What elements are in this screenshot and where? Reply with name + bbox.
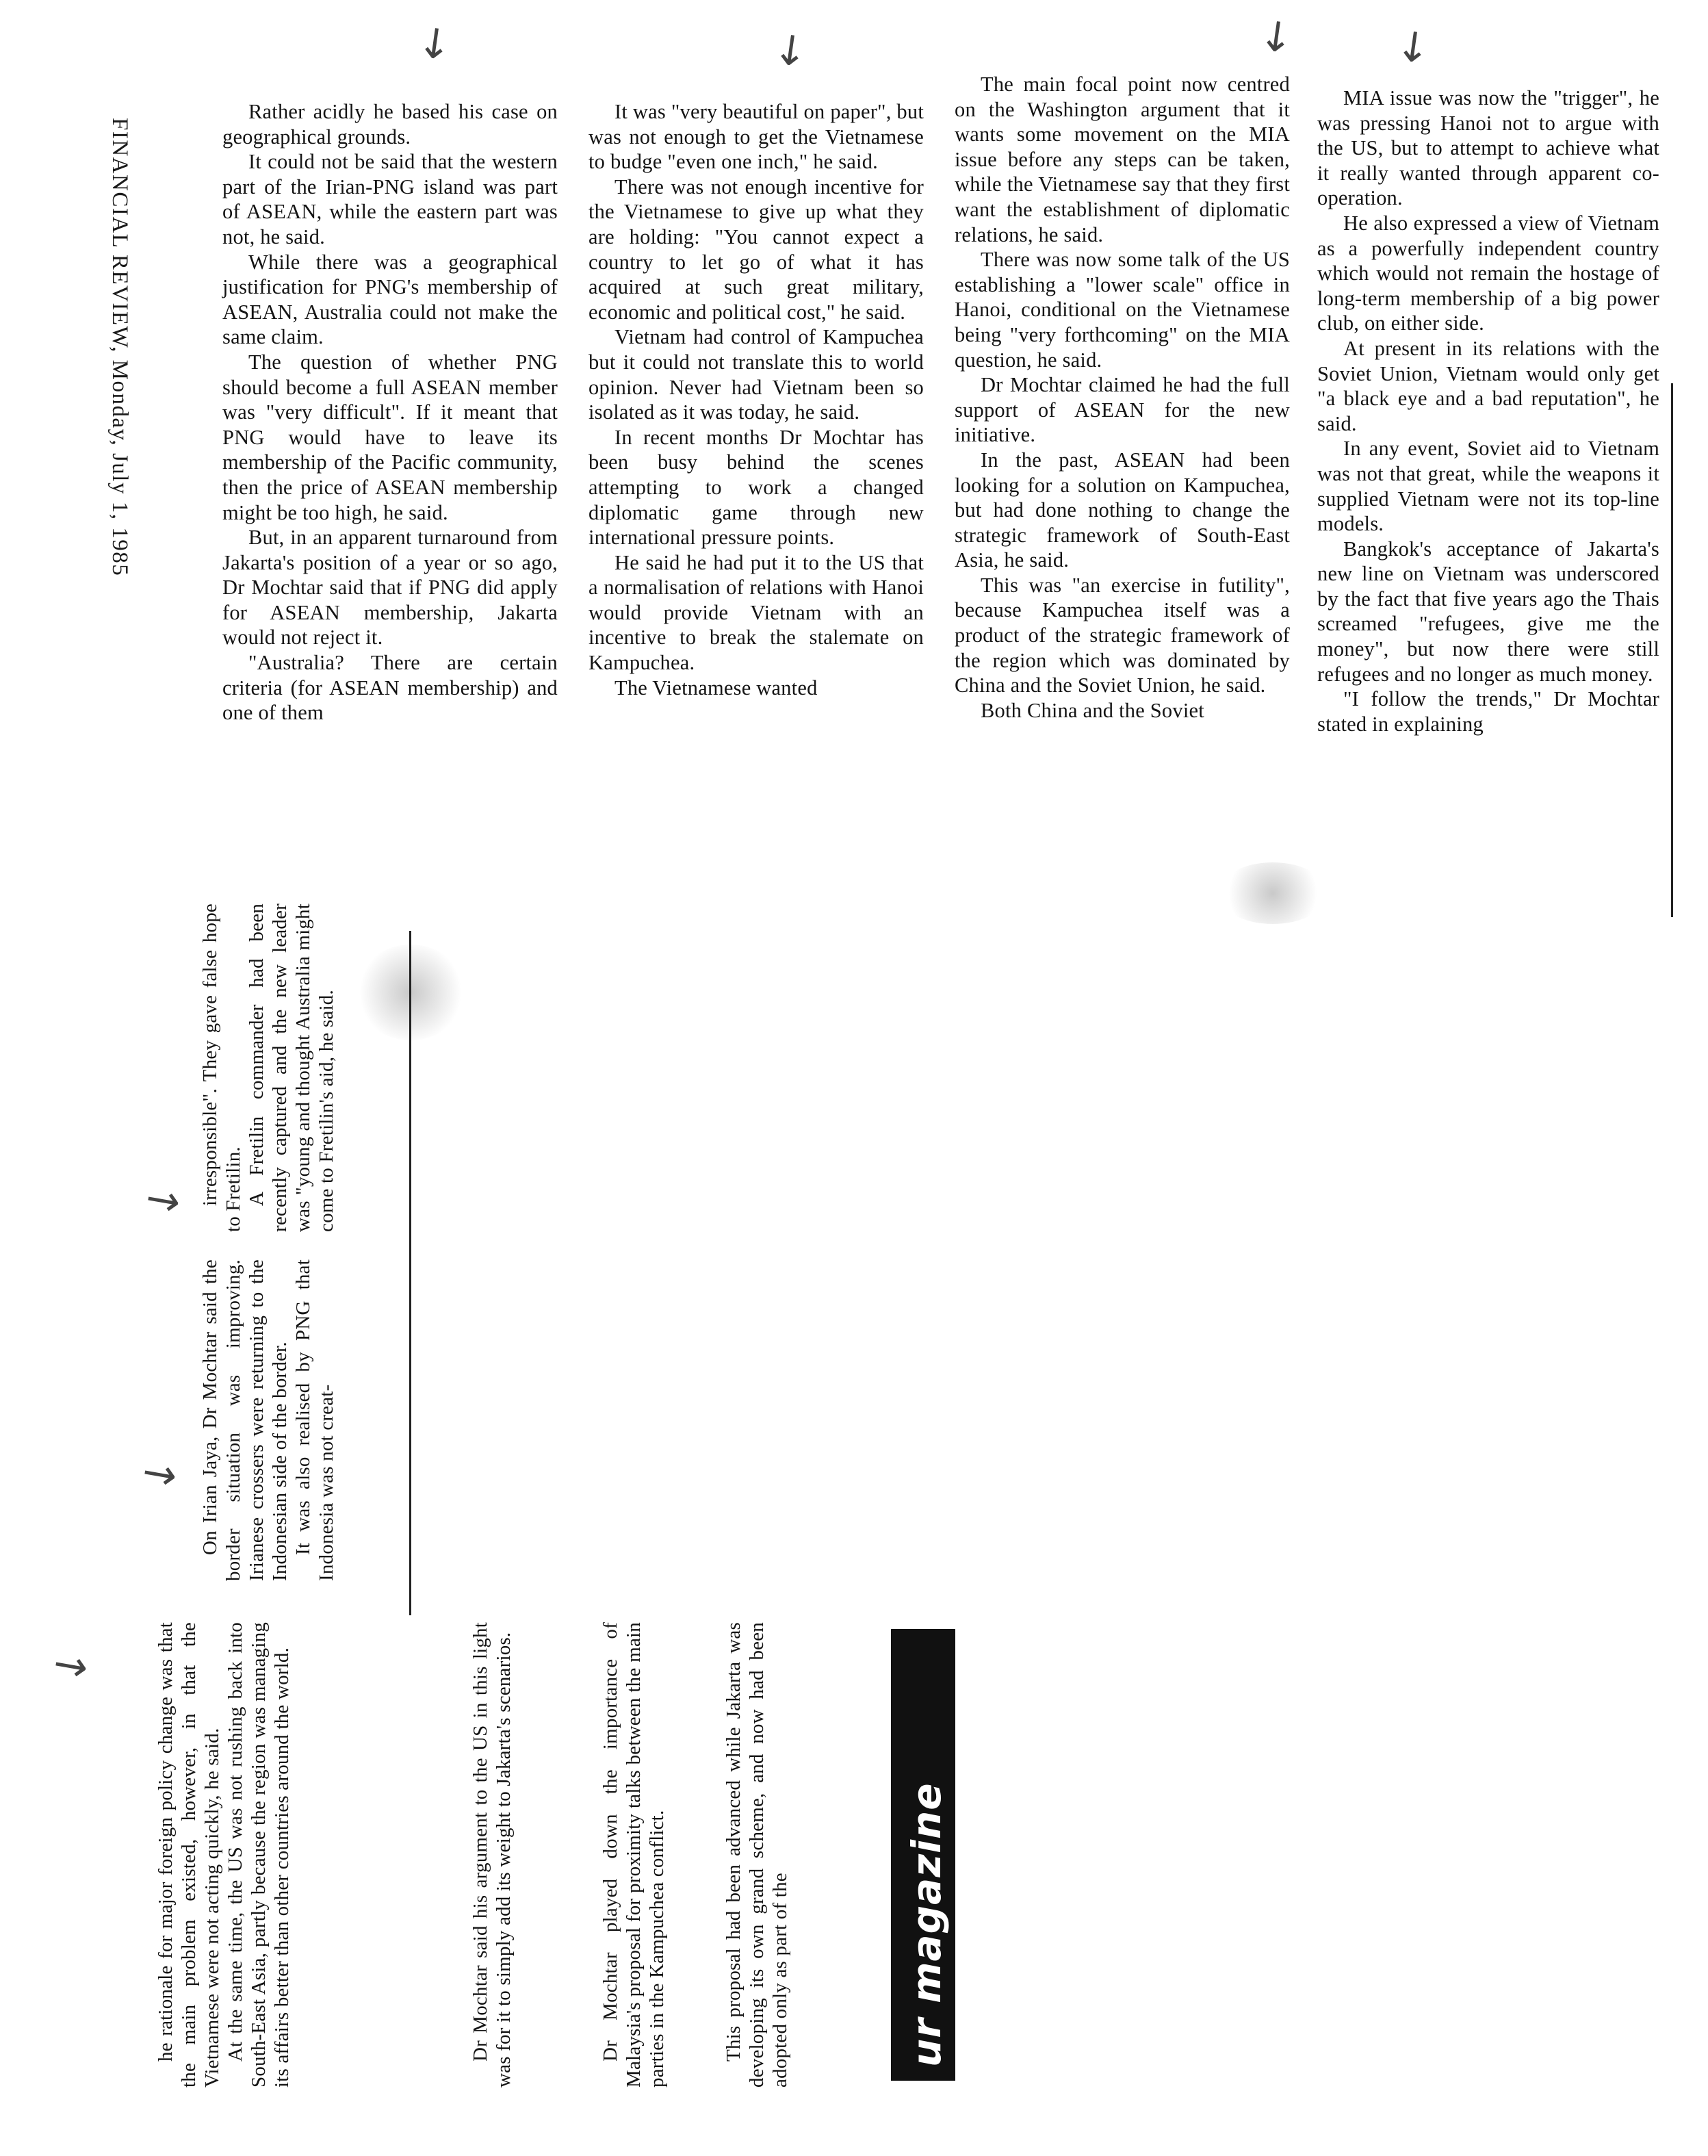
paragraph: Bangkok's acceptance of Jakarta's new line on Vietnam was underscored by the fact that five years ago the Thais screamed "refugees, give me the money", but now there were still refugees and no longer as much money. [1317, 537, 1659, 686]
article-column-3 [955, 72, 1290, 723]
tick-mark-icon: ↓ [45, 1645, 99, 1688]
paragraph: The Vietnamese wanted [614, 676, 818, 700]
article-column-1 [222, 99, 558, 726]
magazine-band-label: ur magazine [903, 1782, 950, 2067]
paragraph: On Irian Jaya, Dr Mochtar said the border situation was improving. Irianese crossers were returning to the Indonesian side of the border. [199, 1259, 291, 1581]
rotated-column-3 [154, 1622, 294, 2088]
rotated-column-4 [469, 1622, 515, 2088]
paragraph: A Fretilin commander had been recently captured and the new leader was "young and thought Australia might come to Fretilin's aid, he said. [246, 903, 337, 1232]
article-column-4 [1317, 86, 1659, 736]
tick-mark-icon: ↓ [134, 1454, 187, 1496]
column-rule [1671, 383, 1673, 917]
rotated-column-1 [198, 903, 338, 1232]
paragraph: While there was a geographical justification for PNG's membership of ASEAN, Australia could not make the same claim. [222, 250, 558, 349]
paragraph: It could not be said that the western part of the Irian-PNG island was part of ASEAN, while the eastern part was not, he said. [222, 150, 558, 248]
paragraph: There was now some talk of the US establishing a "lower scale" office in Hanoi, conditional on the Vietnamese being "very forthcoming" on the MIA question, he said. [955, 248, 1290, 372]
paragraph: At present in its relations with the Soviet Union, Vietnam would only get "a black eye and a bad reputation", he said. [1317, 336, 1659, 435]
rotated-article-lower [154, 1622, 907, 2088]
paragraph: It was "very beautiful on paper", but was not enough to get the Vietnamese to budge "even one inch," he said. [588, 100, 924, 174]
paragraph: The question of whether PNG should become a full ASEAN member was "very difficult". If it meant that PNG would have to leave its membership of the Pacific community, then the price of ASEAN membership might be too high, he said. [222, 350, 558, 524]
tick-mark-icon: ↓ [770, 25, 811, 78]
scan-smudge [356, 945, 465, 1040]
rotated-column-2 [198, 1259, 338, 1581]
paragraph: He also expressed a view of Vietnam as a powerfully independent country which would not remain the hostage of long-term membership of a big power club, on either side. [1317, 211, 1659, 335]
masthead: FINANCIAL REVIEW, Monday, July 1, 1985 [107, 118, 132, 577]
rotated-column-5 [599, 1622, 669, 2088]
paragraph: Rather acidly he based his case on geographical grounds. [222, 100, 558, 149]
article-column-2 [588, 99, 924, 700]
paragraph: In recent months Dr Mochtar has been busy behind the scenes attempting to work a changed diplomatic game through new international pressure points. [588, 425, 924, 550]
paragraph: In any event, Soviet aid to Vietnam was not that great, while the weapons it supplied Vietnam were not its top-line models. [1317, 437, 1659, 536]
paragraph: The main focal point now centred on the Washington argument that it wants some movement on the MIA issue before any steps can be taken, while the Vietnamese say that they first want the establishment of diplomatic relations, he said. [955, 73, 1290, 246]
tick-mark-icon: ↓ [414, 18, 455, 71]
paragraph: This proposal had been advanced while Jakarta was developing its own grand scheme, and now had been adopted only as part of the [723, 1622, 791, 2088]
paragraph: This was "an exercise in futility", because Kampuchea itself was a product of the strategic framework of the region which was dominated by China and the Soviet Union, he said. [955, 573, 1290, 697]
rotated-column-6 [722, 1622, 792, 2088]
paragraph: MIA issue was now the "trigger", he was pressing Hanoi not to argue with the US, but to attempt to achieve what it really wanted through apparent co-operation. [1317, 86, 1659, 210]
paragraph: Dr Mochtar claimed he had the full support of ASEAN for the new initiative. [955, 373, 1290, 447]
paragraph: he rationale for major foreign policy change was that the main problem existed, however, in that the Vietnamese were not acting quickly, he said. [155, 1622, 223, 2088]
paragraph: At the same time, the US was not rushing back into South-East Asia, partly because the region was managing its affairs better than other countries around the world. [224, 1622, 293, 2088]
scan-smudge [1218, 862, 1328, 924]
paragraph: Both China and the Soviet [981, 698, 1204, 722]
paragraph: Dr Mochtar said his argument to the US in this light was for it to simply add its weight to Jakarta's scenarios. [469, 1622, 515, 2088]
paragraph: In the past, ASEAN had been looking for a solution on Kampuchea, but had done nothing to change the strategic framework of South-East Asia, he said. [955, 448, 1290, 572]
paragraph: irresponsible". They gave false hope to Fretilin. [199, 903, 244, 1232]
paragraph: "Australia? There are certain criteria (for ASEAN membership) and one of them [222, 651, 558, 725]
paragraph: It was also realised by PNG that Indonesia was not creat- [292, 1259, 337, 1581]
paragraph: Vietnam had control of Kampuchea but it could not translate this to world opinion. Never had Vietnam been so isolated as it was today, he said. [588, 325, 924, 424]
tick-mark-icon: ↓ [1393, 21, 1434, 75]
paragraph: "I follow the trends," Dr Mochtar stated in explaining [1317, 687, 1659, 736]
paragraph: There was not enough incentive for the Vietnamese to give up what they are holding: "You cannot expect a country to let go of what it has acquired at such great military, economic and political cost," he said. [588, 175, 924, 324]
tick-mark-icon: ↓ [1256, 11, 1297, 64]
paragraph: He said he had put it to the US that a normalisation of relations with Hanoi would provide Vietnam with an incentive to break the stalemate on Kampuchea. [588, 550, 924, 675]
paragraph: But, in an apparent turnaround from Jakarta's position of a year or so ago, Dr Mochtar said that if PNG did apply for ASEAN membership, Jakarta would not reject it. [222, 526, 558, 650]
rotated-article-upper-2 [198, 1259, 417, 1581]
tick-mark-icon: ↓ [138, 1180, 191, 1222]
paragraph: Dr Mochtar played down the importance of Malaysia's proposal for proximity talks between the main parties in the Kampuchea conflict. [599, 1622, 668, 2088]
